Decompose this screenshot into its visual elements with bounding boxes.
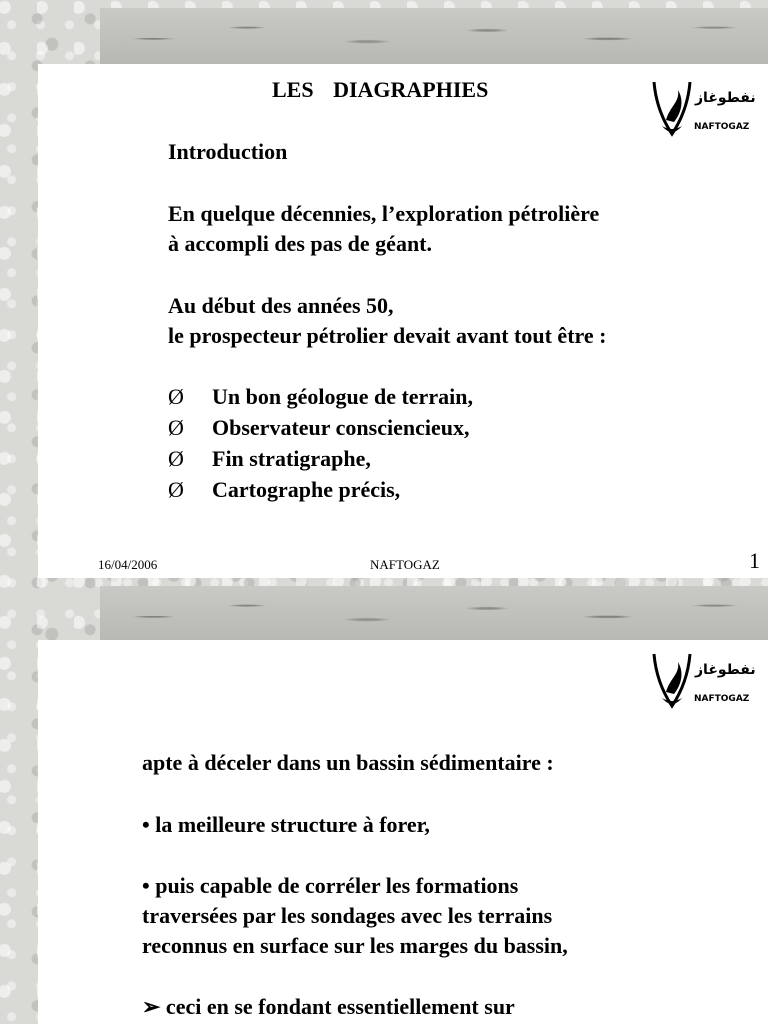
footer-date: 16/04/2006 (98, 557, 158, 572)
list-item-text: Observateur consciencieux, (212, 415, 470, 440)
bullet-symbol: Ø (168, 477, 184, 502)
intro-heading: Introduction (168, 139, 288, 164)
slide2-line1: apte à déceler dans un bassin sédimentaire : (142, 750, 554, 775)
slide2-arrow-line: ➢ ceci en se fondant essentiellement sur (142, 994, 515, 1019)
para1-line1: En quelque décennies, l’exploration pétrolière (168, 201, 600, 226)
slide2-bullet2-line3: reconnus en surface sur les marges du bassin, (142, 933, 568, 958)
list-item (168, 475, 400, 505)
bullet-symbol: Ø (168, 415, 184, 440)
list-item (168, 382, 473, 412)
naftogaz-logo (650, 648, 756, 714)
list-item (168, 444, 371, 474)
slide2-bullet1: • la meilleure structure à forer, (142, 812, 430, 837)
list-item-text: Fin stratigraphe, (212, 446, 371, 471)
slide-title: LES DIAGRAPHIES (272, 77, 489, 102)
bullet-symbol: Ø (168, 446, 184, 471)
para2-line1: Au début des années 50, (168, 293, 394, 318)
slide2-bullet2-line2: traversées par les sondages avec les terrains (142, 903, 553, 928)
para1-line2: à accompli des pas de géant. (168, 231, 432, 256)
logo-arabic-text: نفطوغاز (695, 662, 756, 678)
bullet-symbol: Ø (168, 384, 184, 409)
logo-arabic-text: نفطوغاز (695, 90, 756, 106)
slide2-bullet2-line1: • puis capable de corréler les formations (142, 873, 519, 898)
flame-emblem-icon (650, 648, 694, 714)
list-item-text: Cartographe précis, (212, 477, 401, 502)
slide-2 (0, 578, 768, 1024)
flame-emblem-icon (650, 76, 694, 142)
page-number: 1 (749, 548, 760, 573)
naftogaz-logo (650, 76, 756, 142)
list-item (168, 413, 469, 443)
footer-company: NAFTOGAZ (370, 557, 440, 572)
leaf-banner (100, 586, 768, 642)
para2-line2: le prospecteur pétrolier devait avant tout être : (168, 323, 607, 348)
logo-company-name: NAFTOGAZ (694, 122, 750, 132)
leaf-banner (100, 8, 768, 64)
list-item-text: Un bon géologue de terrain, (212, 384, 473, 409)
logo-company-name: NAFTOGAZ (694, 694, 750, 704)
